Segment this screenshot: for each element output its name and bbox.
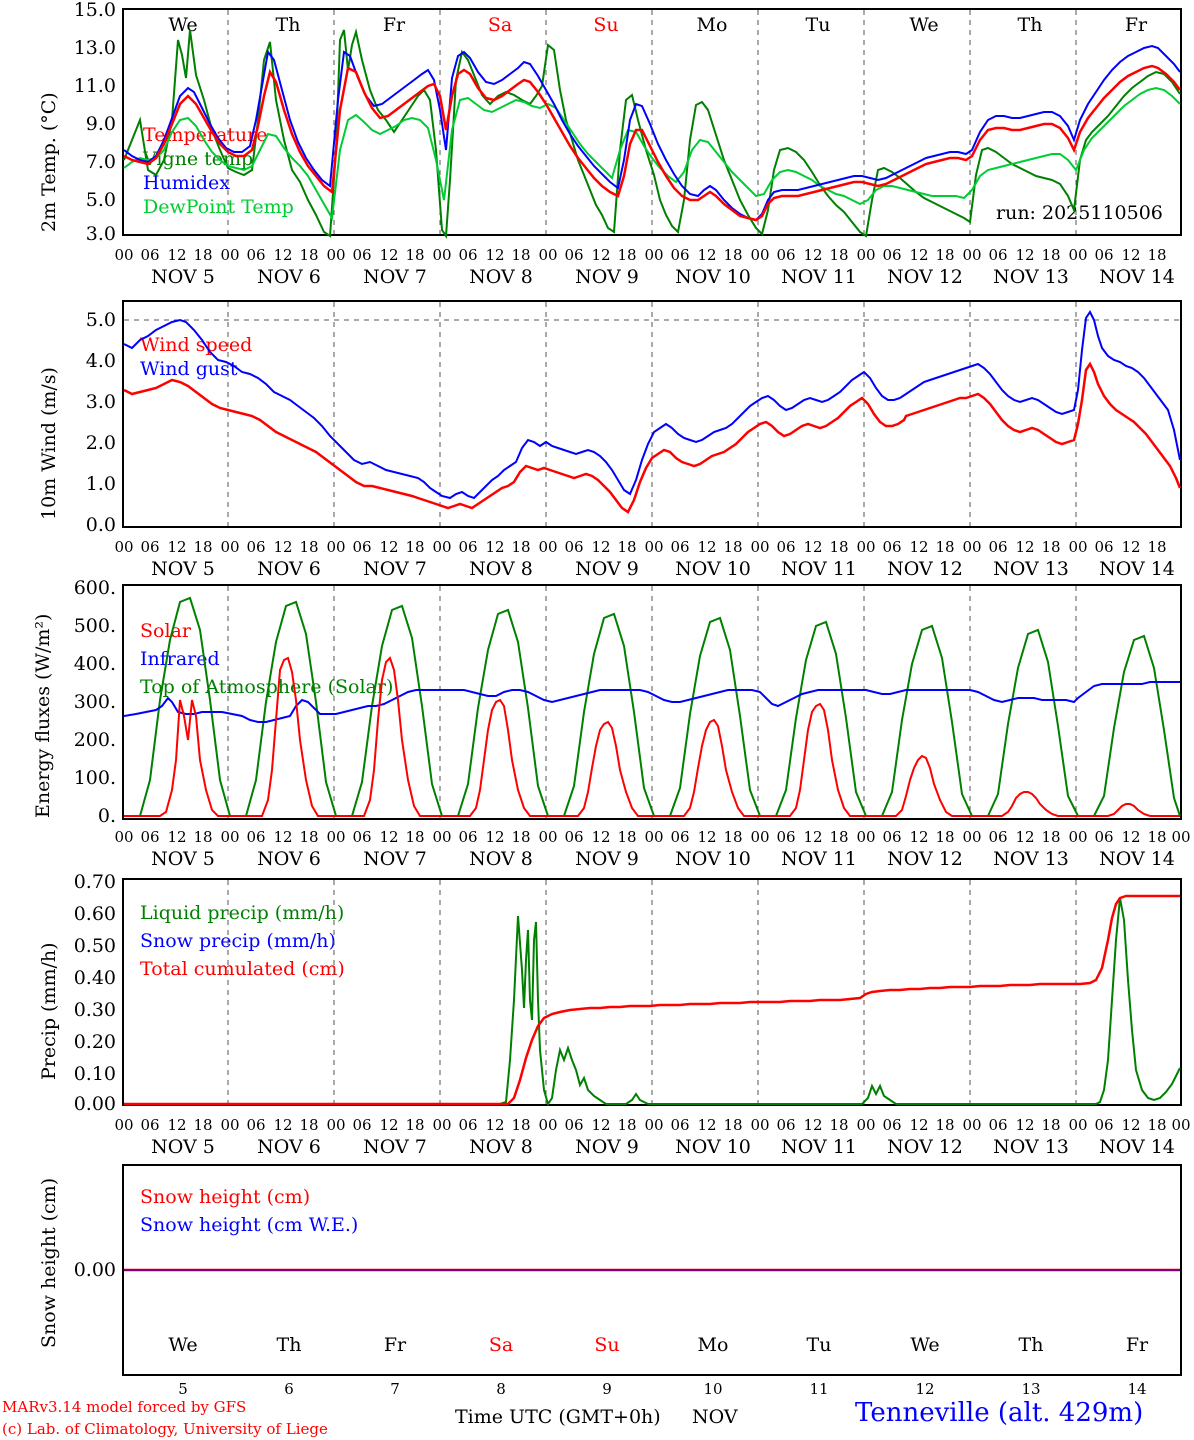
hour-tick: 06 [352, 538, 372, 556]
hour-tick: 06 [352, 828, 372, 846]
hour-tick: 12 [379, 246, 399, 264]
hour-tick: 18 [617, 246, 637, 264]
dow-label: Tu [805, 14, 831, 36]
legend-temperature: Temperature [143, 124, 268, 146]
hour-tick: 12 [697, 1116, 717, 1134]
dow-label: Mo [696, 14, 728, 36]
hour-tick: 06 [882, 1116, 902, 1134]
ytick: 0.70 [73, 871, 116, 893]
hour-tick: 06 [1094, 828, 1114, 846]
hour-tick: 12 [485, 538, 505, 556]
hour-tick: 18 [405, 538, 425, 556]
hour-tick: 06 [882, 828, 902, 846]
hour-tick: 00 [750, 1116, 770, 1134]
hour-tick: 18 [193, 246, 213, 264]
hour-tick: 12 [803, 538, 823, 556]
ytick: 0.20 [73, 1031, 116, 1053]
hour-tick: 06 [776, 538, 796, 556]
hour-tick: 12 [803, 1116, 823, 1134]
hour-tick: 12 [909, 246, 929, 264]
day-label: NOV 11 [781, 1136, 857, 1158]
hour-tick: 12 [909, 538, 929, 556]
day-number: 11 [809, 1380, 829, 1398]
ytick: 300. [73, 691, 116, 713]
hour-tick: 06 [670, 538, 690, 556]
dow-label: Sa [488, 1334, 514, 1356]
hour-tick: 18 [405, 1116, 425, 1134]
dow-label: Fr [1125, 1334, 1149, 1356]
hour-tick: 18 [1041, 246, 1061, 264]
hour-tick: 18 [1147, 1116, 1167, 1134]
legend-snow-height: Snow height (cm) [140, 1186, 311, 1208]
hour-tick: 18 [193, 538, 213, 556]
hour-tick: 18 [511, 538, 531, 556]
hour-tick: 18 [299, 828, 319, 846]
hour-tick: 06 [776, 828, 796, 846]
hour-tick: 12 [1015, 246, 1035, 264]
hour-tick: 12 [167, 1116, 187, 1134]
day-label: NOV 7 [363, 266, 427, 288]
hour-tick: 00 [220, 1116, 240, 1134]
ytick: 3.0 [85, 391, 116, 413]
day-label: NOV 14 [1099, 266, 1175, 288]
hour-tick: 12 [379, 538, 399, 556]
dow-label: Fr [382, 14, 406, 36]
hour-tick: 06 [458, 246, 478, 264]
ytick: 13.0 [73, 37, 116, 59]
hour-tick: 00 [432, 1116, 452, 1134]
hour-tick: 06 [458, 1116, 478, 1134]
ytick: 15.0 [73, 0, 116, 21]
day-number: 10 [703, 1380, 723, 1398]
hour-tick: 06 [670, 1116, 690, 1134]
hour-tick: 18 [935, 1116, 955, 1134]
hour-tick: 12 [591, 538, 611, 556]
day-label: NOV 6 [257, 848, 321, 870]
dow-label: Th [1018, 1334, 1044, 1356]
day-number: 5 [178, 1380, 188, 1398]
hour-tick: 06 [352, 1116, 372, 1134]
day-label: NOV 12 [887, 266, 963, 288]
ytick: 0.0 [85, 514, 116, 536]
day-label: NOV 12 [887, 558, 963, 580]
hour-tick: 12 [485, 246, 505, 264]
legend-top-of-atmosphere: Top of Atmosphere (Solar) [140, 676, 394, 698]
hour-tick: 18 [405, 828, 425, 846]
legend-liquid-precip: Liquid precip (mm/h) [140, 902, 345, 924]
ytick: 500. [73, 615, 116, 637]
hour-tick: 06 [988, 246, 1008, 264]
hour-tick: 12 [803, 246, 823, 264]
hour-tick: 18 [1147, 828, 1167, 846]
hour-tick: 06 [670, 246, 690, 264]
temperature-ylabel: 2m Temp. (°C) [38, 92, 60, 232]
hour-tick: 06 [246, 1116, 266, 1134]
hour-tick: 12 [379, 1116, 399, 1134]
day-label: NOV 5 [151, 1136, 215, 1158]
hour-tick: 12 [697, 828, 717, 846]
hour-tick: 12 [1015, 828, 1035, 846]
hour-tick: 00 [432, 538, 452, 556]
snow-ylabel: Snow height (cm) [38, 1177, 60, 1348]
hour-tick: 18 [405, 246, 425, 264]
hour-tick: 00 [644, 538, 664, 556]
hour-tick: 00 [856, 828, 876, 846]
hour-tick: 06 [564, 828, 584, 846]
hour-tick: 06 [246, 538, 266, 556]
hour-tick: 00 [538, 828, 558, 846]
hour-tick: 18 [193, 1116, 213, 1134]
ytick: 0.00 [73, 1259, 116, 1281]
ytick: 1.0 [85, 473, 116, 495]
ytick: 0.00 [73, 1093, 116, 1115]
hour-tick: 00 [856, 1116, 876, 1134]
hour-tick: 12 [1015, 1116, 1035, 1134]
dow-label: We [168, 14, 198, 36]
hour-tick: 00 [1171, 1116, 1191, 1134]
day-number: 13 [1021, 1380, 1041, 1398]
legend-wind-gust: Wind gust [140, 358, 238, 380]
day-label: NOV 14 [1099, 848, 1175, 870]
hour-tick: 18 [829, 828, 849, 846]
day-number: 12 [915, 1380, 935, 1398]
day-label: NOV 5 [151, 558, 215, 580]
hour-tick: 18 [723, 1116, 743, 1134]
hour-tick: 18 [829, 246, 849, 264]
hour-tick: 12 [273, 538, 293, 556]
hour-tick: 00 [750, 828, 770, 846]
ytick: 3.0 [85, 223, 116, 245]
hour-tick: 00 [1171, 828, 1191, 846]
day-label: NOV 13 [993, 266, 1069, 288]
dow-label: We [909, 14, 939, 36]
day-label: NOV 6 [257, 266, 321, 288]
ytick: 0.50 [73, 935, 116, 957]
hour-tick: 00 [114, 538, 134, 556]
day-label: NOV 11 [781, 558, 857, 580]
hour-tick: 18 [935, 828, 955, 846]
legend-snow-height-we: Snow height (cm W.E.) [140, 1214, 359, 1236]
hour-tick: 00 [114, 828, 134, 846]
day-number: 9 [602, 1380, 612, 1398]
hour-tick: 12 [167, 246, 187, 264]
hour-tick: 00 [644, 1116, 664, 1134]
day-label: NOV 7 [363, 848, 427, 870]
hour-tick: 00 [644, 828, 664, 846]
ytick: 200. [73, 729, 116, 751]
hour-tick: 18 [511, 1116, 531, 1134]
hour-tick: 06 [564, 538, 584, 556]
hour-tick: 12 [803, 828, 823, 846]
hour-tick: 06 [882, 538, 902, 556]
hour-tick: 12 [1121, 538, 1141, 556]
hour-tick: 00 [538, 1116, 558, 1134]
hour-tick: 12 [1121, 246, 1141, 264]
hour-tick: 00 [432, 828, 452, 846]
xaxis-title: Time UTC (GMT+0h) [455, 1406, 661, 1428]
hour-tick: 06 [246, 246, 266, 264]
day-number: 14 [1127, 1380, 1147, 1398]
dow-label: Fr [383, 1334, 407, 1356]
dow-label: We [168, 1334, 198, 1356]
day-label: NOV 8 [469, 848, 533, 870]
hour-tick: 18 [511, 828, 531, 846]
legend-vigne-temp: Vigne temp [143, 148, 254, 170]
hour-tick: 06 [246, 828, 266, 846]
station-label: Tenneville (alt. 429m) [855, 1398, 1144, 1428]
hour-tick: 00 [644, 246, 664, 264]
day-label: NOV 8 [469, 558, 533, 580]
hour-tick: 12 [273, 828, 293, 846]
hour-tick: 00 [962, 538, 982, 556]
hour-tick: 06 [776, 246, 796, 264]
hour-tick: 06 [776, 1116, 796, 1134]
hour-tick: 12 [167, 828, 187, 846]
precip-ylabel: Precip (mm/h) [38, 942, 60, 1080]
run-label: run: 2025110506 [996, 202, 1163, 224]
ytick: 11.0 [73, 75, 116, 97]
xaxis-month: NOV [692, 1406, 738, 1428]
hour-tick: 06 [1094, 538, 1114, 556]
hour-tick: 00 [1068, 828, 1088, 846]
legend-snow-precip: Snow precip (mm/h) [140, 930, 336, 952]
legend-solar: Solar [140, 620, 191, 642]
dow-label: We [910, 1334, 940, 1356]
hour-tick: 06 [140, 828, 160, 846]
dow-label: Th [1017, 14, 1043, 36]
hour-tick: 18 [723, 246, 743, 264]
legend-total-cumulated: Total cumulated (cm) [140, 958, 345, 980]
ytick: 0.10 [73, 1063, 116, 1085]
day-label: NOV 5 [151, 266, 215, 288]
hour-tick: 00 [1068, 246, 1088, 264]
ytick: 7.0 [85, 151, 116, 173]
hour-tick: 00 [538, 246, 558, 264]
hour-tick: 12 [591, 828, 611, 846]
hour-tick: 06 [458, 828, 478, 846]
hour-tick: 00 [962, 828, 982, 846]
ytick: 5.0 [85, 189, 116, 211]
hour-tick: 18 [299, 1116, 319, 1134]
hour-tick: 12 [697, 246, 717, 264]
ytick: 4.0 [85, 350, 116, 372]
day-number: 7 [390, 1380, 400, 1398]
hour-tick: 06 [140, 1116, 160, 1134]
hour-tick: 00 [538, 538, 558, 556]
day-label: NOV 13 [993, 848, 1069, 870]
hour-tick: 18 [723, 828, 743, 846]
day-label: NOV 9 [575, 848, 639, 870]
day-number: 6 [284, 1380, 294, 1398]
model-credit-line-1: MARv3.14 model forced by GFS [2, 1398, 247, 1416]
day-label: NOV 8 [469, 1136, 533, 1158]
hour-tick: 18 [617, 1116, 637, 1134]
hour-tick: 18 [299, 538, 319, 556]
hour-tick: 18 [617, 828, 637, 846]
hour-tick: 18 [1147, 538, 1167, 556]
ytick: 5.0 [85, 309, 116, 331]
hour-tick: 00 [220, 246, 240, 264]
hour-tick: 06 [882, 246, 902, 264]
ytick: 600. [73, 577, 116, 599]
day-label: NOV 9 [575, 558, 639, 580]
hour-tick: 00 [220, 828, 240, 846]
hour-tick: 00 [326, 1116, 346, 1134]
hour-tick: 00 [750, 538, 770, 556]
ytick: 0.60 [73, 903, 116, 925]
hour-tick: 06 [564, 1116, 584, 1134]
day-label: NOV 12 [887, 1136, 963, 1158]
dow-label: Fr [1124, 14, 1148, 36]
legend-dewpoint-temp: DewPoint Temp [143, 196, 294, 218]
hour-tick: 18 [829, 538, 849, 556]
day-label: NOV 12 [887, 848, 963, 870]
hour-tick: 18 [1041, 828, 1061, 846]
day-label: NOV 10 [675, 558, 751, 580]
hour-tick: 00 [1068, 1116, 1088, 1134]
ytick: 0. [97, 805, 116, 827]
dow-label: Sa [487, 14, 513, 36]
hour-tick: 06 [988, 538, 1008, 556]
hour-tick: 12 [591, 246, 611, 264]
hour-tick: 00 [750, 246, 770, 264]
hour-tick: 00 [962, 1116, 982, 1134]
day-label: NOV 6 [257, 558, 321, 580]
hour-tick: 18 [511, 246, 531, 264]
hour-tick: 12 [697, 538, 717, 556]
hour-tick: 06 [1094, 246, 1114, 264]
hour-tick: 00 [432, 246, 452, 264]
dow-label: Su [594, 1334, 620, 1356]
hour-tick: 06 [140, 538, 160, 556]
hour-tick: 12 [1121, 828, 1141, 846]
dow-label: Mo [697, 1334, 729, 1356]
day-label: NOV 9 [575, 266, 639, 288]
hour-tick: 18 [935, 246, 955, 264]
hour-tick: 12 [273, 1116, 293, 1134]
hour-tick: 00 [856, 246, 876, 264]
hour-tick: 12 [167, 538, 187, 556]
hour-tick: 06 [1094, 1116, 1114, 1134]
day-label: NOV 13 [993, 1136, 1069, 1158]
ytick: 400. [73, 653, 116, 675]
hour-tick: 18 [617, 538, 637, 556]
hour-tick: 00 [962, 246, 982, 264]
day-label: NOV 11 [781, 266, 857, 288]
hour-tick: 00 [326, 246, 346, 264]
day-label: NOV 14 [1099, 558, 1175, 580]
day-label: NOV 13 [993, 558, 1069, 580]
hour-tick: 12 [1015, 538, 1035, 556]
day-label: NOV 9 [575, 1136, 639, 1158]
hour-tick: 18 [1147, 246, 1167, 264]
hour-tick: 12 [485, 828, 505, 846]
hour-tick: 00 [1068, 538, 1088, 556]
model-credit-line-2: (c) Lab. of Climatology, University of Liege [2, 1420, 328, 1438]
hour-tick: 18 [1041, 538, 1061, 556]
wind-ylabel: 10m Wind (m/s) [38, 367, 60, 520]
hour-tick: 18 [723, 538, 743, 556]
day-label: NOV 10 [675, 266, 751, 288]
hour-tick: 00 [856, 538, 876, 556]
dow-label: Th [276, 1334, 302, 1356]
hour-tick: 18 [935, 538, 955, 556]
ytick: 0.40 [73, 967, 116, 989]
hour-tick: 06 [458, 538, 478, 556]
hour-tick: 12 [273, 246, 293, 264]
hour-tick: 12 [485, 1116, 505, 1134]
day-label: NOV 10 [675, 1136, 751, 1158]
ytick: 100. [73, 767, 116, 789]
day-label: NOV 11 [781, 848, 857, 870]
hour-tick: 06 [670, 828, 690, 846]
hour-tick: 06 [988, 1116, 1008, 1134]
day-label: NOV 6 [257, 1136, 321, 1158]
day-label: NOV 14 [1099, 1136, 1175, 1158]
hour-tick: 00 [220, 538, 240, 556]
legend-humidex: Humidex [143, 172, 231, 194]
hour-tick: 12 [1121, 1116, 1141, 1134]
hour-tick: 12 [909, 1116, 929, 1134]
dow-label: Tu [806, 1334, 832, 1356]
ytick: 2.0 [85, 432, 116, 454]
hour-tick: 00 [114, 246, 134, 264]
hour-tick: 18 [299, 246, 319, 264]
day-label: NOV 10 [675, 848, 751, 870]
energy-ylabel: Energy fluxes (W/m²) [32, 613, 54, 818]
hour-tick: 18 [1041, 1116, 1061, 1134]
ytick: 9.0 [85, 113, 116, 135]
hour-tick: 06 [564, 246, 584, 264]
hour-tick: 12 [909, 828, 929, 846]
hour-tick: 18 [193, 828, 213, 846]
legend-wind-speed: Wind speed [140, 334, 253, 356]
hour-tick: 06 [140, 246, 160, 264]
day-label: NOV 7 [363, 1136, 427, 1158]
day-number: 8 [496, 1380, 506, 1398]
hour-tick: 00 [114, 1116, 134, 1134]
hour-tick: 18 [829, 1116, 849, 1134]
legend-infrared: Infrared [140, 648, 220, 670]
hour-tick: 00 [326, 538, 346, 556]
ytick: 0.30 [73, 999, 116, 1021]
dow-label: Su [593, 14, 619, 36]
hour-tick: 06 [352, 246, 372, 264]
day-label: NOV 8 [469, 266, 533, 288]
day-label: NOV 7 [363, 558, 427, 580]
hour-tick: 00 [326, 828, 346, 846]
hour-tick: 12 [379, 828, 399, 846]
dow-label: Th [275, 14, 301, 36]
hour-tick: 06 [988, 828, 1008, 846]
hour-tick: 12 [591, 1116, 611, 1134]
day-label: NOV 5 [151, 848, 215, 870]
